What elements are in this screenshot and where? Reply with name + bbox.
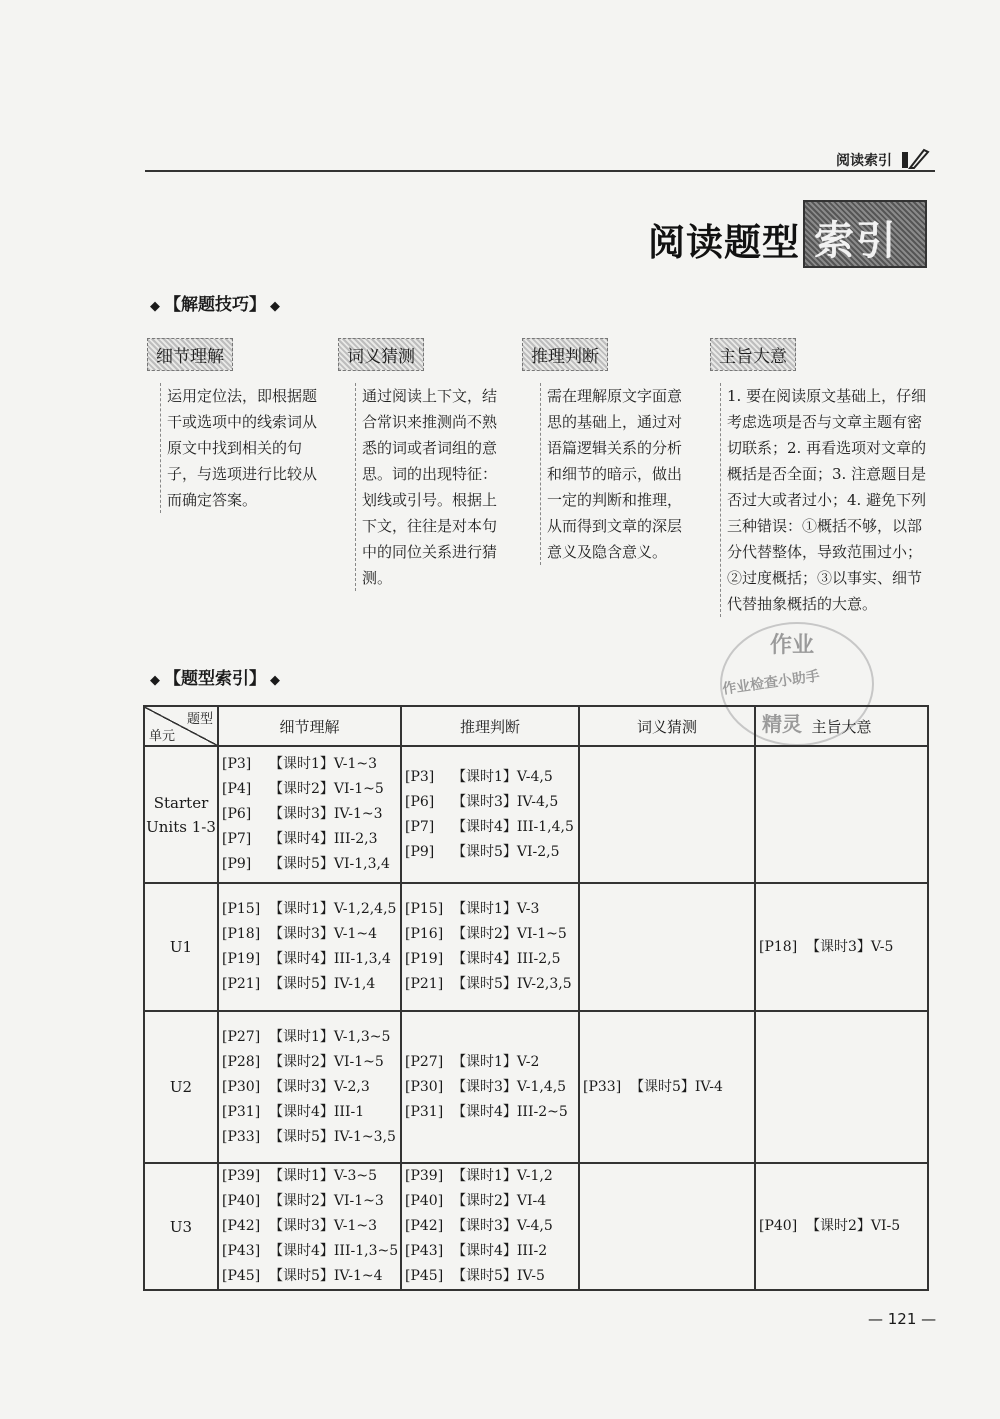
page-ref: [P9] (222, 856, 252, 872)
main-cell (755, 1163, 928, 1290)
table-row (144, 1011, 928, 1163)
page-ref: [P9] (405, 843, 435, 860)
pen-logo-icon (900, 146, 930, 174)
lesson-ref: 【课时2】VI-1~5 (269, 1053, 384, 1070)
table-header-row (144, 706, 928, 746)
diamond-bullet-icon: ◆ (150, 673, 160, 688)
lesson-ref: 【课时3】IV-4,5 (452, 793, 559, 810)
vocab-cell (579, 883, 755, 1011)
page-ref: [P45] (222, 1268, 261, 1284)
lesson-ref: 【课时1】V-1,3~5 (269, 1028, 391, 1045)
unit-cell (144, 1011, 218, 1163)
index-entry (219, 777, 400, 802)
index-entry (402, 922, 578, 947)
index-entry (219, 752, 400, 777)
index-entry (219, 1025, 400, 1050)
corner-header: 题型 单元 (144, 706, 218, 746)
index-entry (219, 1075, 400, 1100)
main-cell (755, 1011, 928, 1163)
title-accent-text: 索引 (814, 218, 898, 264)
table-row (144, 1163, 928, 1290)
page-title: 阅读题型 (648, 221, 800, 264)
lesson-ref: 【课时4】III-1,4,5 (452, 818, 574, 835)
page-ref: [P3] (222, 756, 252, 772)
header-rule (145, 170, 935, 172)
stamp-text-1: 作业 (770, 633, 815, 658)
table-row (144, 883, 928, 1011)
lesson-ref: 【课时4】III-1,3~5 (269, 1243, 399, 1259)
section-label: 阅读索引 (836, 153, 892, 169)
technique-text-inference: 需在理解原文字面意思的基础上，通过对语篇逻辑关系的分析和细节的暗示，做出一定的判断和推理，从而得到文章的深层意义及隐含意义。 (540, 383, 695, 565)
index-entry (219, 1189, 400, 1214)
unit-cell (144, 1163, 218, 1290)
index-entry (219, 1100, 400, 1125)
lesson-ref: 【课时5】IV-1,4 (269, 976, 376, 992)
technique-text-main-idea: 1. 要在阅读原文基础上，仔细考虑选项是否与文章主题有密切联系；2. 再看选项对文章的概括是否全面；3. 注意题目是否过大或者过小；4. 避免下列三种错误：①概括不够，以部分代替整体，导致范围过小；②过度概括；③以事实、细节代替抽象概括的大意。 (720, 383, 933, 617)
index-entry (219, 1239, 400, 1264)
main-cell (755, 883, 928, 1011)
lesson-ref: 【课时5】IV-4 (630, 1078, 723, 1095)
column-header: 主旨大意 (755, 706, 928, 746)
index-entry (219, 1264, 400, 1289)
page-ref: [P15] (222, 901, 261, 917)
page-ref: [P42] (222, 1218, 261, 1234)
index-entry (402, 1214, 578, 1239)
diamond-bullet-icon: ◆ (270, 299, 280, 314)
stamp-text-2: 作业检查小助手 (721, 668, 821, 698)
diamond-bullet-icon: ◆ (270, 673, 280, 688)
page-ref: [P31] (222, 1103, 261, 1120)
page-ref: [P16] (405, 926, 444, 942)
index-entry (402, 815, 578, 840)
page-ref: [P33] (222, 1128, 261, 1145)
index-entry (219, 947, 400, 972)
page-ref: [P45] (405, 1268, 444, 1284)
page-ref: [P33] (583, 1078, 622, 1095)
page-ref: [P30] (405, 1078, 444, 1095)
techniques-heading: ◆ 【解题技巧】 ◆ (150, 295, 280, 315)
lesson-ref: 【课时2】VI-5 (806, 1218, 901, 1234)
vocab-cell (579, 1011, 755, 1163)
page-ref: [P31] (405, 1103, 444, 1120)
column-header: 推理判断 (401, 706, 579, 746)
lesson-ref: 【课时2】VI-1~5 (269, 781, 384, 797)
index-entry (756, 935, 927, 960)
index-entry (219, 827, 400, 852)
page-ref: [P18] (759, 938, 798, 955)
index-entry (402, 840, 578, 865)
column-header: 词义猜测 (579, 706, 755, 746)
page-ref: [P3] (405, 768, 435, 785)
index-entry (402, 790, 578, 815)
index-entry (402, 972, 578, 997)
technique-title-main-idea: 主旨大意 (710, 338, 796, 371)
lesson-ref: 【课时5】IV-2,3,5 (452, 976, 572, 992)
lesson-ref: 【课时4】III-2 (452, 1243, 548, 1259)
page-ref: [P6] (405, 793, 435, 810)
lesson-ref: 【课时5】IV-1~4 (269, 1268, 383, 1284)
unit-label: Starter (153, 793, 209, 812)
lesson-ref: 【课时4】III-2,5 (452, 951, 561, 967)
page-ref: [P40] (405, 1193, 444, 1209)
index-heading: ◆ 【题型索引】 ◆ (150, 669, 280, 689)
vocab-cell (579, 1163, 755, 1290)
index-entry (219, 852, 400, 877)
lesson-ref: 【课时1】V-3 (452, 901, 540, 917)
index-entry (402, 1050, 578, 1075)
page-ref: [P39] (405, 1168, 444, 1184)
reading-index-table (143, 705, 929, 1291)
lesson-ref: 【课时3】V-2,3 (269, 1078, 370, 1095)
unit-cell (144, 746, 218, 883)
unit-label: U1 (169, 938, 193, 956)
lesson-ref: 【课时4】III-2,3 (269, 831, 378, 847)
index-entry (402, 947, 578, 972)
column-header: 细节理解 (218, 706, 401, 746)
lesson-ref: 【课时5】VI-1,3,4 (269, 856, 390, 872)
index-entry (219, 922, 400, 947)
lesson-ref: 【课时5】VI-2,5 (452, 843, 560, 860)
page-ref: [P28] (222, 1053, 261, 1070)
page-ref: [P40] (759, 1218, 798, 1234)
lesson-ref: 【课时3】V-1,4,5 (452, 1078, 567, 1095)
lesson-ref: 【课时2】VI-1~5 (452, 926, 567, 942)
inference-cell (401, 746, 579, 883)
technique-title-detail: 细节理解 (147, 338, 233, 371)
index-entry (402, 897, 578, 922)
page-ref: [P18] (222, 926, 261, 942)
lesson-ref: 【课时4】III-1,3,4 (269, 951, 391, 967)
inference-cell (401, 1163, 579, 1290)
detail-cell (218, 746, 401, 883)
index-entry (219, 1125, 400, 1150)
inference-cell (401, 1011, 579, 1163)
page-ref: [P7] (405, 818, 435, 835)
page-ref: [P27] (405, 1053, 444, 1070)
unit-label: U2 (169, 1078, 193, 1096)
lesson-ref: 【课时3】V-1~3 (269, 1218, 378, 1234)
lesson-ref: 【课时1】V-1,2,4,5 (269, 901, 397, 917)
lesson-ref: 【课时1】V-1,2 (452, 1168, 553, 1184)
index-entry (219, 1214, 400, 1239)
index-entry (219, 897, 400, 922)
lesson-ref: 【课时1】V-1~3 (269, 756, 378, 772)
page-ref: [P43] (405, 1243, 444, 1259)
lesson-ref: 【课时2】VI-4 (452, 1193, 547, 1209)
lesson-ref: 【课时5】IV-5 (452, 1268, 545, 1284)
index-entry (219, 802, 400, 827)
technique-text-detail: 运用定位法，即根据题干或选项中的线索词从原文中找到相关的句子，与选项进行比较从而确定答案。 (160, 383, 323, 513)
page-ref: [P19] (222, 951, 261, 967)
lesson-ref: 【课时1】V-4,5 (452, 768, 553, 785)
vocab-cell (579, 746, 755, 883)
index-entry (402, 1100, 578, 1125)
detail-cell (218, 1163, 401, 1290)
unit-label: U3 (169, 1217, 193, 1236)
index-entry (219, 1164, 400, 1189)
unit-cell (144, 883, 218, 1011)
technique-text-vocab: 通过阅读上下文，结合常识来推测尚不熟悉的词或者词组的意思。词的出现特征：划线或引号。根据上下文，往往是对本句中的同位关系进行猜测。 (355, 383, 510, 591)
diamond-bullet-icon: ◆ (150, 299, 160, 314)
lesson-ref: 【课时1】V-3~5 (269, 1168, 378, 1184)
page-ref: [P30] (222, 1078, 261, 1095)
index-entry (402, 765, 578, 790)
index-entry (402, 1264, 578, 1289)
page-ref: [P39] (222, 1168, 261, 1184)
stamp-text-3: 精灵 (762, 712, 802, 736)
technique-title-vocab: 词义猜测 (338, 338, 424, 371)
page-ref: [P21] (405, 976, 444, 992)
page-ref: [P21] (222, 976, 261, 992)
inference-cell (401, 883, 579, 1011)
technique-title-inference: 推理判断 (522, 338, 608, 371)
page-number: — 121 — (868, 1310, 937, 1328)
lesson-ref: 【课时3】V-1~4 (269, 926, 378, 942)
index-entry (402, 1189, 578, 1214)
page-ref: [P7] (222, 831, 252, 847)
index-entry (219, 1050, 400, 1075)
index-entry (756, 1214, 927, 1239)
lesson-ref: 【课时3】V-5 (806, 938, 894, 955)
lesson-ref: 【课时3】V-4,5 (452, 1218, 553, 1234)
page-ref: [P42] (405, 1218, 444, 1234)
index-entry (219, 972, 400, 997)
page-ref: [P43] (222, 1243, 261, 1259)
index-entry (402, 1239, 578, 1264)
page-ref: [P6] (222, 806, 252, 822)
page-ref: [P4] (222, 781, 252, 797)
lesson-ref: 【课时4】III-2~5 (452, 1103, 568, 1120)
page-ref: [P27] (222, 1028, 261, 1045)
unit-label-line2: Units 1-3 (146, 817, 216, 836)
page-ref: [P40] (222, 1193, 261, 1209)
lesson-ref: 【课时3】IV-1~3 (269, 806, 383, 822)
index-entry (402, 1164, 578, 1189)
page-ref: [P19] (405, 951, 444, 967)
lesson-ref: 【课时5】IV-1~3,5 (269, 1128, 396, 1145)
page-ref: [P15] (405, 901, 444, 917)
index-entry (402, 1075, 578, 1100)
main-cell (755, 746, 928, 883)
table-row (144, 746, 928, 883)
lesson-ref: 【课时4】III-1 (269, 1103, 365, 1120)
lesson-ref: 【课时2】VI-1~3 (269, 1193, 384, 1209)
lesson-ref: 【课时1】V-2 (452, 1053, 540, 1070)
index-entry (580, 1075, 754, 1100)
detail-cell (218, 1011, 401, 1163)
detail-cell (218, 883, 401, 1011)
